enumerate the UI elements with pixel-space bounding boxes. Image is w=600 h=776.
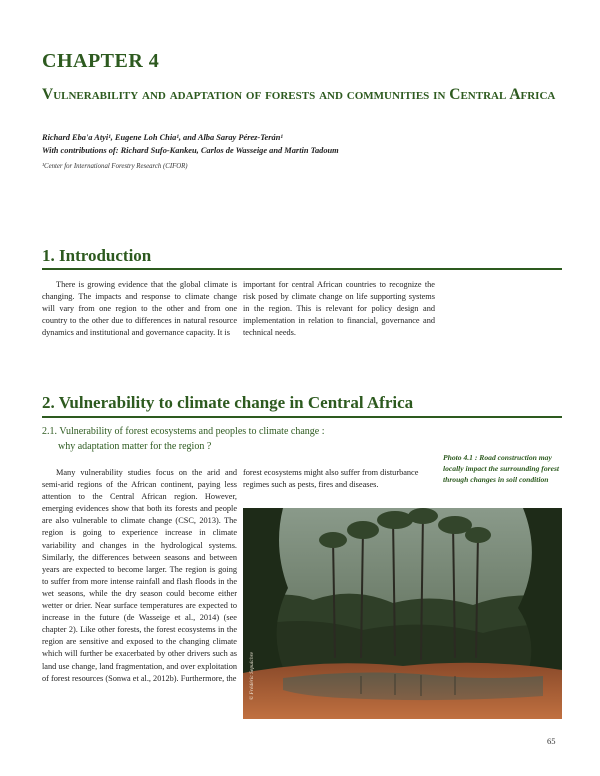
- subsection-heading-line1: 2.1. Vulnerability of forest ecosystems and peoples to climate change :: [42, 426, 325, 437]
- chapter-label: CHAPTER 4: [42, 50, 160, 72]
- contributors-line: With contributions of: Richard Sufo-Kankeu, Carlos de Wasseige and Martin Tadoum: [42, 146, 339, 155]
- subsection-heading: [42, 425, 432, 454]
- affiliation: ¹Center for International Forestry Research (CIFOR): [42, 163, 188, 170]
- section-divider: [42, 416, 562, 418]
- author-block: [42, 131, 562, 157]
- subsection-heading-line2: why adaptation matter for the region ?: [58, 440, 212, 452]
- intro-column-left: There is growing evidence that the global climate is changing. The impacts and response to climate change will vary from one region to the other and from one country to the other due to differences in natural resource dynamics and institutional and governance capacity. It is: [42, 280, 237, 338]
- photo-credit: © Frédéric Sepulchre: [249, 652, 255, 700]
- forest-road-illustration: [243, 508, 562, 719]
- page-number: 65: [547, 736, 556, 746]
- photo-caption: Photo 4.1 : Road construction may locally impact the surrounding forest through changes in soil condition: [443, 453, 560, 484]
- body-column-right: forest ecosystems might also suffer from disturbance regimes such as pests, fires and diseases.: [243, 468, 419, 490]
- section-heading-vulnerability: 2. Vulnerability to climate change in Central Africa: [42, 393, 414, 412]
- section-heading-introduction: 1. Introduction: [42, 246, 152, 265]
- authors-line: Richard Eba'a Atyi¹, Eugene Loh Chia¹, and Alba Saray Pérez-Terán¹: [42, 133, 283, 142]
- forest-road-photo: [243, 508, 562, 719]
- intro-column-right: important for central African countries to recognize the risk posed by climate change on life supporting systems in the region. This is relevant for policy design and implementation in relation to financial, governance and technical needs.: [243, 280, 435, 338]
- section-divider: [42, 268, 562, 270]
- body-column-left: Many vulnerability studies focus on the arid and semi-arid regions of the African continent, paying less attention to the Central African region. However, emerging evidences show that both its forests and people are also vulnerable to climate change (CSC, 2013). The region is going to experience increase in climate variability and changes in the hydrological systems. Similarly, the differences between seasons and between years are expected to become larger. The region is going to suffer from more intense rainfall and flash floods in the wet seasons, while the dry season could become either wetter or drier. Near surface temperatures are expected to increase in the future (de Wasseige et al., 2014) (see chapter 2). Like other forests, the forest ecosystems in the region are sensitive and exposed to the changing climate which will further be exacerbated by other drivers such as land use change, land fragmentation, and over exploitation of forest resources (Sonwa et al., 2012b). Furthermore, the: [42, 468, 237, 683]
- chapter-title: Vulnerability and adaptation of forests and communities in Central Africa: [42, 86, 556, 103]
